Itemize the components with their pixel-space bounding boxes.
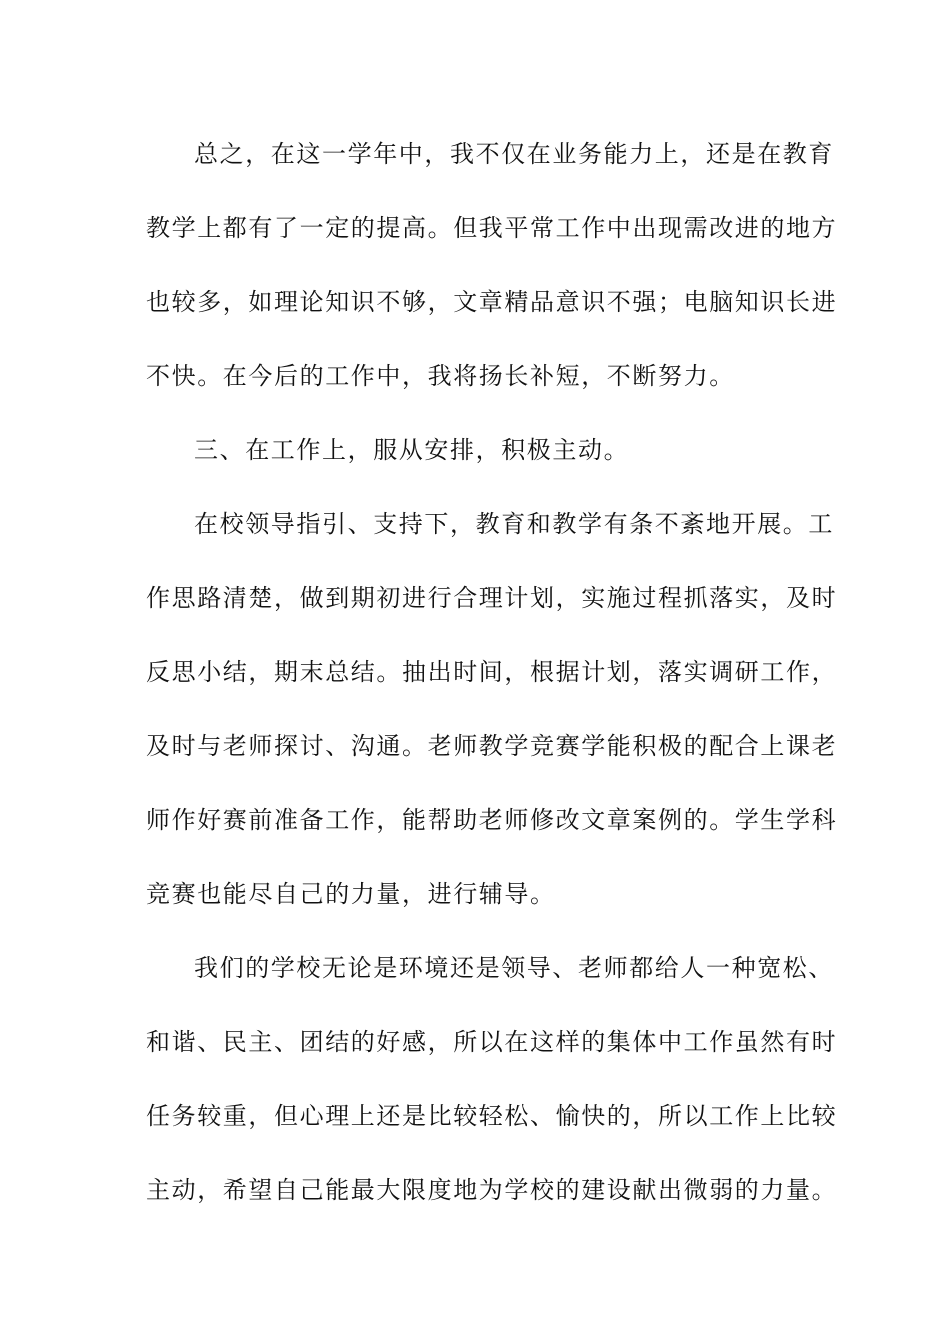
paragraph-2-line-1: 在校领导指引、支持下，教育和教学有条不紊地开展。工 bbox=[194, 510, 834, 538]
paragraph-2-line-5: 师作好赛前准备工作，能帮助老师修改文章案例的。学生学科 bbox=[146, 806, 838, 834]
paragraph-1-line-4: 不快。在今后的工作中，我将扬长补短，不断努力。 bbox=[146, 362, 735, 390]
paragraph-3-line-3: 任务较重，但心理上还是比较轻松、愉快的，所以工作上比较 bbox=[146, 1102, 838, 1130]
paragraph-2-line-4: 及时与老师探讨、沟通。老师教学竞赛学能积极的配合上课老 bbox=[146, 732, 838, 760]
paragraph-3-line-1: 我们的学校无论是环境还是领导、老师都给人一种宽松、 bbox=[194, 954, 834, 982]
section-heading: 三、在工作上，服从安排，积极主动。 bbox=[194, 436, 630, 464]
paragraph-2-line-6: 竞赛也能尽自己的力量，进行辅导。 bbox=[146, 880, 556, 908]
paragraph-2-line-3: 反思小结，期末总结。抽出时间，根据计划，落实调研工作， bbox=[146, 658, 838, 686]
paragraph-1-line-3: 也较多，如理论知识不够，文章精品意识不强；电脑知识长进 bbox=[146, 288, 838, 316]
paragraph-3-line-2: 和谐、民主、团结的好感，所以在这样的集体中工作虽然有时 bbox=[146, 1028, 838, 1056]
paragraph-1-line-1: 总之，在这一学年中，我不仅在业务能力上，还是在教育 bbox=[194, 140, 834, 168]
paragraph-1-line-2: 教学上都有了一定的提高。但我平常工作中出现需改进的地方 bbox=[146, 214, 838, 242]
paragraph-3-line-4: 主动，希望自己能最大限度地为学校的建设献出微弱的力量。 bbox=[146, 1176, 838, 1204]
paragraph-2-line-2: 作思路清楚，做到期初进行合理计划，实施过程抓落实，及时 bbox=[146, 584, 838, 612]
